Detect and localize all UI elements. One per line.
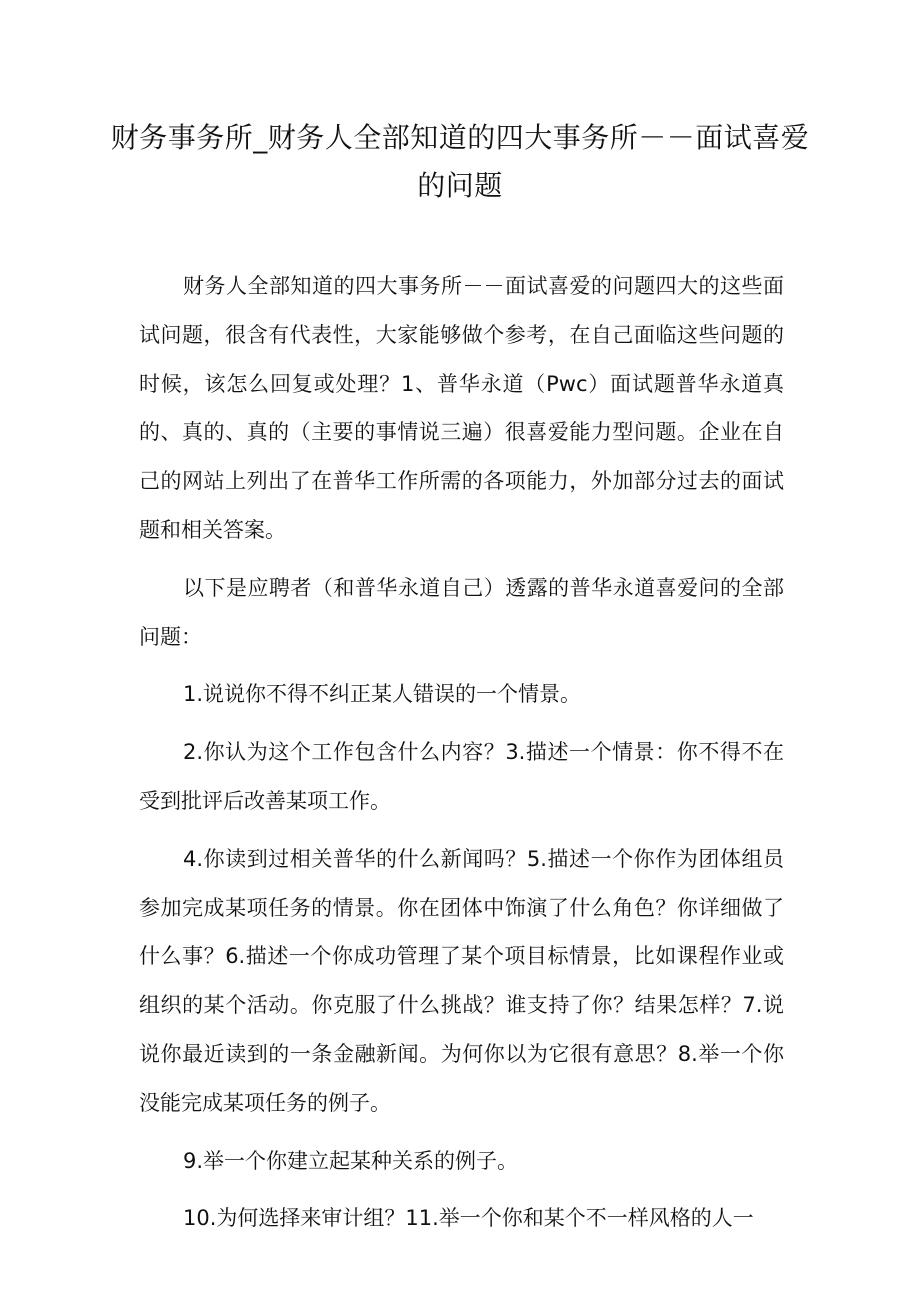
paragraph-questions-4-8: 4.你读到过相关普华的什么新闻吗？5.描述一个你作为团体组员参加完成某项任务的情景。你在团体中饰演了什么角色？你详细做了什么事？6.描述一个你成功管理了某个项目标情景，比如课程作业或组织的某个活动。你克服了什么挑战？谁支持了你？结果怎样？7.说说你最近读到的一条金融新闻。为何你以为它很有意思？8.举一个你没能完成某项任务的例子。 (139, 846, 784, 1115)
document-body (139, 262, 784, 1252)
paragraph-question-list-intro: 以下是应聘者（和普华永道自己）透露的普华永道喜爱问的全部问题： (139, 575, 784, 649)
paragraph-intro: 财务人全部知道的四大事务所－－面试喜爱的问题四大的这些面试问题，很含有代表性，大家能够做个参考，在自己面临这些问题的时候，该怎么回复或处理？1、普华永道（Pwc）面试题普华永道真的、真的、真的（主要的事情说三遍）很喜爱能力型问题。企业在自己的网站上列出了在普华工作所需的各项能力，外加部分过去的面试题和相关答案。 (139, 274, 784, 542)
paragraph-questions-2-3: 2.你认为这个工作包含什么内容？3.描述一个情景：你不得不在受到批评后改善某项工作。 (139, 740, 784, 813)
paragraph-question-1: 1.说说你不得不纠正某人错误的一个情景。 (183, 682, 582, 707)
paragraph-question-9: 9.举一个你建立起某种关系的例子。 (183, 1148, 519, 1173)
paragraph-questions-10-11: 10.为何选择来审计组？11.举一个你和某个不一样风格的人一 (183, 1206, 754, 1231)
document-title: 财务事务所_财务人全部知道的四大事务所－－面试喜爱的问题 (110, 121, 810, 202)
